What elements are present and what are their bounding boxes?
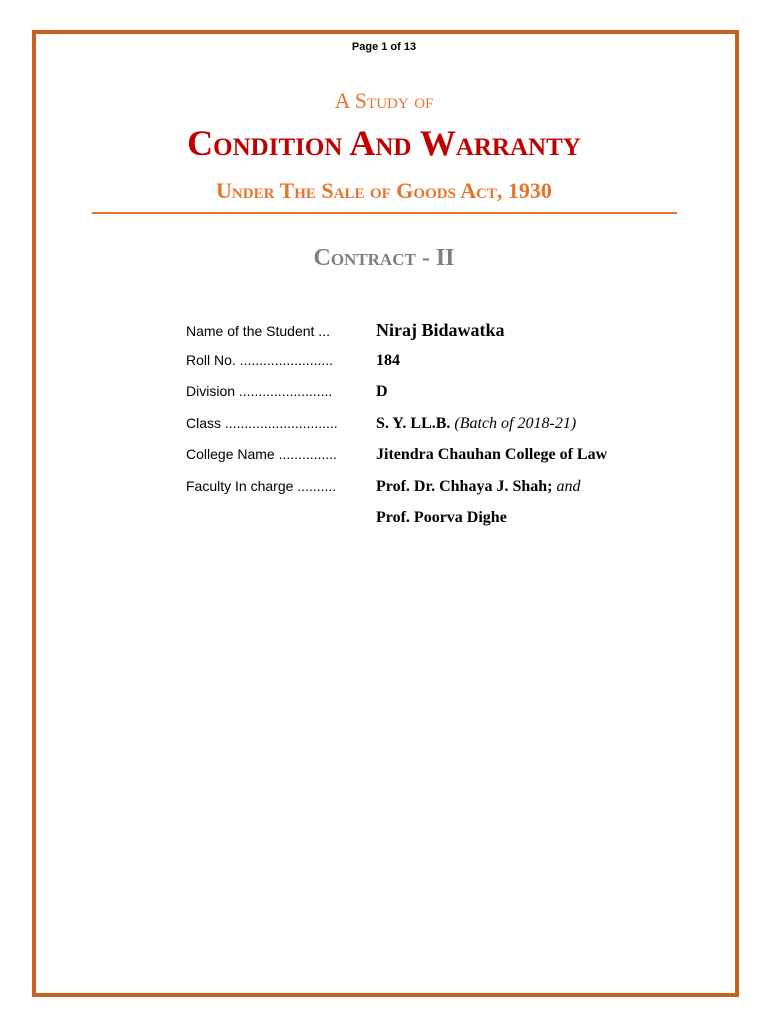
detail-value: Jitendra Chauhan College of Law — [376, 446, 608, 463]
title-line-3: Under The Sale of Goods Act, 1930 — [216, 178, 552, 203]
detail-label: Class ............................. — [186, 414, 338, 431]
title-divider — [92, 212, 677, 214]
detail-value: Prof. Poorva Dighe — [376, 509, 507, 526]
detail-value — [376, 478, 580, 496]
conjunction-note: and — [556, 477, 581, 495]
detail-label: Faculty In charge .......... — [186, 477, 337, 494]
detail-row-faculty — [186, 478, 666, 510]
detail-label: Division ........................ — [186, 383, 333, 399]
detail-row-student-name — [186, 320, 666, 352]
title-line-2: Condition And Warranty — [187, 123, 581, 163]
student-details — [186, 320, 666, 541]
detail-value: 184 — [376, 351, 400, 369]
page-number: Page 1 of 13 — [351, 41, 417, 53]
detail-row-roll-no — [186, 352, 666, 384]
batch-note: (Batch of 2018-21) — [454, 414, 577, 432]
detail-row-class — [186, 415, 666, 447]
class-value: S. Y. LL.B. — [376, 414, 451, 432]
detail-row-faculty-2 — [186, 509, 666, 541]
subject-heading: Contract - II — [313, 245, 455, 271]
title-line-1: A Study of — [334, 88, 434, 113]
faculty-value: Prof. Dr. Chhaya J. Shah; — [376, 477, 553, 495]
detail-label: Roll No. ........................ — [186, 351, 334, 368]
detail-row-division — [186, 383, 666, 415]
detail-label: Name of the Student ... — [186, 323, 330, 339]
detail-row-college — [186, 446, 666, 478]
detail-value — [376, 415, 576, 433]
detail-value: D — [376, 383, 388, 400]
detail-value: Niraj Bidawatka — [376, 320, 505, 340]
detail-label: College Name ............... — [186, 446, 337, 462]
